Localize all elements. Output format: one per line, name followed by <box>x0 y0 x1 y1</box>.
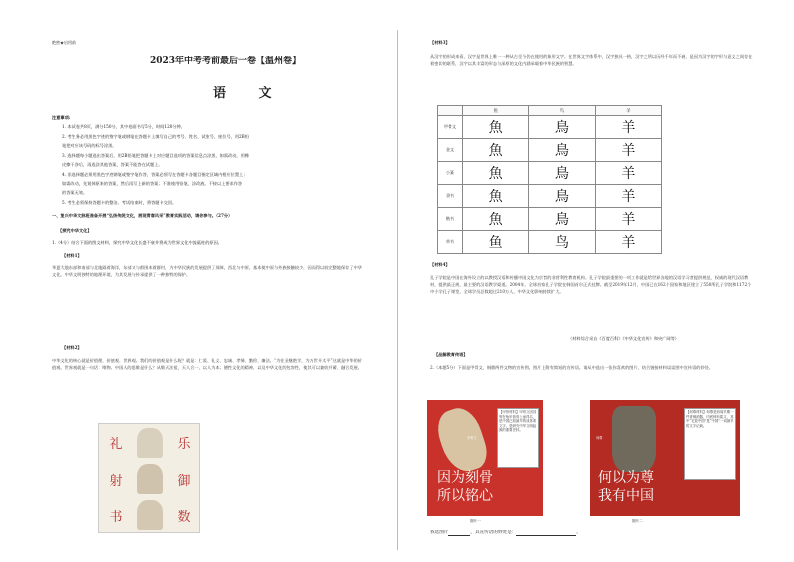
table-row <box>438 162 662 185</box>
glyph-cell: 魚 <box>463 139 529 162</box>
notice-item: 1. 本试卷共8页，满分150分，其中卷面书写5分，时间120分钟。 <box>62 124 185 129</box>
he-zun-poster <box>590 400 740 516</box>
glyph-cell: 魚 <box>463 208 529 231</box>
glyph-cell: 鳥 <box>529 185 595 208</box>
glyph-cell: 羊 <box>595 116 661 139</box>
row-label: 甲骨文 <box>438 116 463 139</box>
notice-item: 5. 考生必须保持答题卡的整洁。考试结束时，将答题卡交回。 <box>62 200 177 205</box>
row-label: 金文 <box>438 139 463 162</box>
table-header: 羊 <box>595 106 661 116</box>
art-shu: 书 <box>109 509 123 525</box>
poster-small-text: 何尊 <box>596 436 603 440</box>
table-row <box>438 185 662 208</box>
answer-blank[interactable] <box>448 531 470 536</box>
subject-title: 语 文 <box>213 86 286 101</box>
answer-blank[interactable] <box>516 531 576 536</box>
image-caption: 图片一 <box>470 519 481 523</box>
material-4-text: 孔子学院是中国在海外设立的以教授汉语和传播中国文化为宗旨的非营利性教育机构。孔子学院最重要的一项工作就是给世界各地的汉语学习者提供规范、权威的现代汉语教材，提供最正规、最主要的汉语教学渠道。2004年，全球首家孔子学院在韩国首尔正式挂牌。截至2019年12月，中国已在162个国家和地区建立了550所孔子学院和1172个中小学孔子课堂，全球学员总数超过210万人，中华文化影响持续扩大。 <box>430 275 752 294</box>
glyph-cell: 鳥 <box>529 162 595 185</box>
material-3-text: 从汉字的形成来看，汉字是世界上唯一一种从古至今仍在使用的象形文字。在世界文字体系中，汉字独具一格，汉字之所以历经千年而不衰，是因为汉字的字形与意义之间存在着密切的联系，汉字以其丰富的形态与深厚的文化内涵承载着中华民族的智慧。 <box>430 54 753 66</box>
table-header: 鱼 <box>463 106 529 116</box>
poster-small-text: 甲骨文 <box>467 436 477 440</box>
art-shu-math: 数 <box>177 509 191 525</box>
image-caption: 图片二 <box>632 519 643 523</box>
question-2: 2.（本题5分）下面是甲骨文、铜鼎两件文物的宣传图。图片上附有简短的宣传语。请从中选出一张你喜欢的图片，结合链接材料谈谈图中宣传语的妙处。 <box>430 365 714 370</box>
material-1-label: 【材料1】 <box>62 253 82 258</box>
material-4-label: 【材料4】 <box>430 262 450 267</box>
poster-note: 【何尊材料】何尊是西周早期一件青铜酒器，内底铸有铭文，其中“宅兹中国”是“中国”一词最早的文字记载。 <box>684 408 736 480</box>
material-3-label: 【材料3】 <box>430 40 450 45</box>
notice-item: 如需改动，先划掉原来的答案，然后再写上新的答案；不准使用铅笔、涂改液。不按以上要求作答 <box>62 181 243 186</box>
glyph-cell: 魚 <box>463 162 529 185</box>
notice-item: 3. 选择题每小题选出答案后，用2B铅笔把答题卡上对应题目选项的答案信息点涂黑，如需改动，用橡 <box>62 153 249 158</box>
row-label: 楷书 <box>438 208 463 231</box>
glyph-cell: 鱼 <box>463 231 529 254</box>
glyph-cell: 魚 <box>463 185 529 208</box>
poster-slogan: 何以为尊 <box>598 470 654 486</box>
section-heading: 一、复兴中华文脉班准备开展“弘扬传统文化，展现青春风采”教育实践活动，请你参与。（27分） <box>52 213 233 218</box>
table-row <box>438 231 662 254</box>
row-label: 小篆 <box>438 162 463 185</box>
art-li: 礼 <box>109 436 123 452</box>
poster-note: 【甲骨材料】甲骨文因其刻在龟甲兽骨上而得名，是中国已知最早的成体系文字，是研究中华文明起源的重要史料。 <box>497 408 539 468</box>
row-label: 隶书 <box>438 185 463 208</box>
art-yue: 乐 <box>177 436 191 452</box>
poster-slogan: 我有中国 <box>598 488 654 504</box>
table-header: 鸟 <box>529 106 595 116</box>
glyph-cell: 魚 <box>463 116 529 139</box>
poster-slogan: 所以铭心 <box>437 488 493 504</box>
source-note: （材料综合采自《百度百科》《中华文化宣传》和央广网等） <box>568 336 679 341</box>
glyph-cell: 羊 <box>595 185 661 208</box>
material-2-text: 中华文化的核心就是价值理、价值观、世界观。我们的价值观是什么呢？就是：仁爱、礼义、忠诚、孝悌、勤俭、廉洁。“为往圣继绝学，为万世开太平”这就是中华的价值观。世界观就是一句话：唯物。中国人的思维是什么？从敬天法祖、天人合一，以人为本；德性文化的精神，以及中华文化的包容性，使其可以兼收并蓄、融合发展。 <box>52 358 362 370</box>
glyph-cell: 羊 <box>595 162 661 185</box>
notice-item: 4. 非选择题必须用黑色字迹钢笔或签字笔作答，答案必须写在答题卡各题目指定区域内相应位置上； <box>62 172 248 177</box>
notice-item: 笔把对应该号码的标号涂黑。 <box>62 143 117 148</box>
bronze-vessel-image <box>612 406 656 472</box>
answer-prefix: 我选图片 <box>430 530 449 535</box>
art-yu: 御 <box>177 473 191 489</box>
glyph-cell: 鸟 <box>529 231 595 254</box>
table-row <box>438 208 662 231</box>
notice-heading: 注意事项: <box>52 115 71 120</box>
notice-item: 的答案无效。 <box>62 190 88 195</box>
table-header <box>438 106 463 116</box>
table-row <box>438 139 662 162</box>
exam-title: 2023年中考考前最后一卷【温州卷】 <box>150 56 302 66</box>
glyph-cell: 羊 <box>595 139 661 162</box>
oracle-bone-poster <box>427 400 543 516</box>
sub-heading: 【探究中华文化】 <box>58 228 92 233</box>
answer-line <box>430 530 581 536</box>
glyph-cell: 鳥 <box>529 139 595 162</box>
glyph-cell: 羊 <box>595 231 661 254</box>
glyph-cell: 羊 <box>595 208 661 231</box>
table-row <box>438 116 662 139</box>
poster-slogan: 因为刻骨 <box>437 470 493 486</box>
glyph-cell: 鳥 <box>529 208 595 231</box>
sub-heading: 【品解教育传语】 <box>434 352 468 357</box>
notice-item: 皮擦干净后，再选涂其他答案，答案不能答在试题上。 <box>62 162 163 167</box>
material-1-text: 华夏大地东部和南部与北地隔着海洋，东部又与群围本着群村，为中华民族的发展提供了屏障，西北与中原，基本使中原与外族接触较少，因而得以较完整地保存了中华文化。中华文明独特的地理环境，为其发展与传承提供了一种独特的保护。 <box>52 265 362 277</box>
answer-end: 。 <box>576 530 581 535</box>
glyph-cell: 鳥 <box>529 116 595 139</box>
material-2-label: 【材料2】 <box>62 345 82 350</box>
question-1: 1.（4分）结合下面的图文材料，探究中华文化长盛不衰并将成为世界文化中流砥柱的原因。 <box>52 240 222 245</box>
secret-label: 绝密★启用前 <box>52 40 76 45</box>
notice-item: 2. 考生务必用黑色字迹的签字笔或钢笔在答题卡上填写自己的考号、姓名、试室号、座位号，用2B铅 <box>62 134 249 139</box>
answer-mid: ，其宣传语的妙处是： <box>470 530 517 535</box>
row-label: 草书 <box>438 231 463 254</box>
art-she: 射 <box>109 473 123 489</box>
character-evolution-table <box>437 105 662 254</box>
